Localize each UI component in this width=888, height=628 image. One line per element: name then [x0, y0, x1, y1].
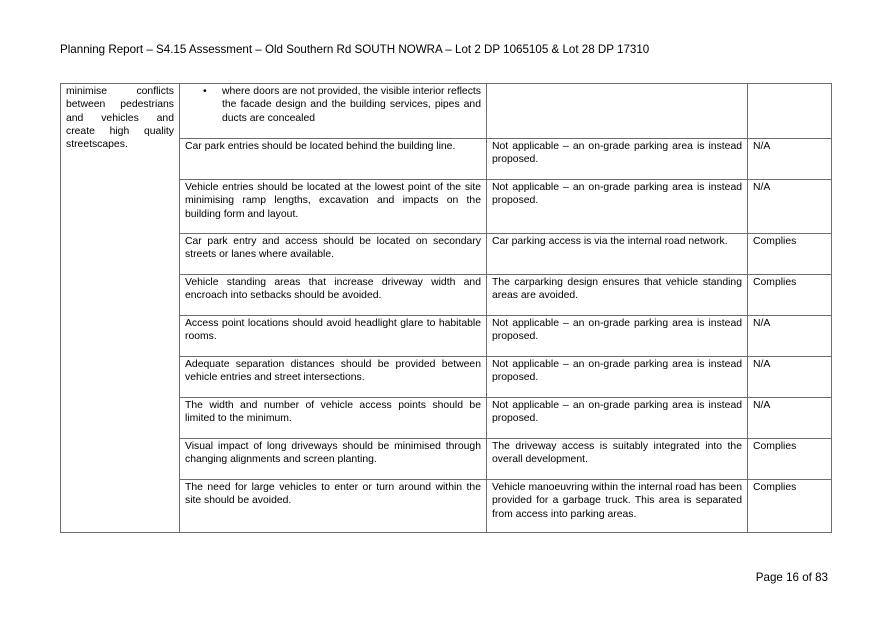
response-cell: Not applicable – an on-grade parking area is instead proposed.	[487, 357, 748, 398]
control-cell: The need for large vehicles to enter or turn around within the site should be avoided.	[180, 480, 487, 533]
page-header: Planning Report – S4.15 Assessment – Old Southern Rd SOUTH NOWRA – Lot 2 DP 1065105 & Lot 28 DP 17310	[60, 43, 650, 56]
response-cell	[487, 84, 748, 139]
control-cell	[180, 84, 487, 139]
response-cell: Not applicable – an on-grade parking area is instead proposed.	[487, 139, 748, 180]
assessment-table	[60, 83, 832, 533]
response-cell: Not applicable – an on-grade parking area is instead proposed.	[487, 398, 748, 439]
response-cell: The driveway access is suitably integrated into the overall development.	[487, 439, 748, 480]
control-cell: The width and number of vehicle access points should be limited to the minimum.	[180, 398, 487, 439]
table-row	[61, 84, 832, 139]
control-cell: Access point locations should avoid headlight glare to habitable rooms.	[180, 316, 487, 357]
bullet-icon: •	[203, 86, 207, 97]
status-cell: N/A	[748, 398, 832, 439]
response-cell: Not applicable – an on-grade parking area is instead proposed.	[487, 180, 748, 234]
page-number: Page 16 of 83	[755, 571, 828, 584]
bullet-text: where doors are not provided, the visible interior reflects the facade design and the building services, pipes and ducts are concealed	[222, 86, 481, 124]
control-cell: Visual impact of long driveways should be minimised through changing alignments and screen planting.	[180, 439, 487, 480]
status-cell: Complies	[748, 480, 832, 533]
status-cell: Complies	[748, 234, 832, 275]
status-cell: Complies	[748, 439, 832, 480]
status-cell: N/A	[748, 139, 832, 180]
control-cell: Vehicle standing areas that increase driveway width and encroach into setbacks should be avoided.	[180, 275, 487, 316]
control-cell: Car park entries should be located behind the building line.	[180, 139, 487, 180]
objective-cell: minimise conflicts between pedestrians and vehicles and create high quality streetscapes.	[61, 84, 180, 533]
status-cell: N/A	[748, 357, 832, 398]
response-cell: Car parking access is via the internal road network.	[487, 234, 748, 275]
response-cell: Not applicable – an on-grade parking area is instead proposed.	[487, 316, 748, 357]
bullet-list	[185, 85, 481, 125]
status-cell: Complies	[748, 275, 832, 316]
control-cell: Car park entry and access should be located on secondary streets or lanes where available.	[180, 234, 487, 275]
status-cell	[748, 84, 832, 139]
status-cell: N/A	[748, 316, 832, 357]
bullet-item	[203, 85, 481, 125]
response-cell: The carparking design ensures that vehicle standing areas are avoided.	[487, 275, 748, 316]
response-cell: Vehicle manoeuvring within the internal road has been provided for a garbage truck. This area is separated from access into parking areas.	[487, 480, 748, 533]
control-cell: Vehicle entries should be located at the lowest point of the site minimising ramp lengths, excavation and impacts on the building form and layout.	[180, 180, 487, 234]
control-cell: Adequate separation distances should be provided between vehicle entries and street intersections.	[180, 357, 487, 398]
status-cell: N/A	[748, 180, 832, 234]
